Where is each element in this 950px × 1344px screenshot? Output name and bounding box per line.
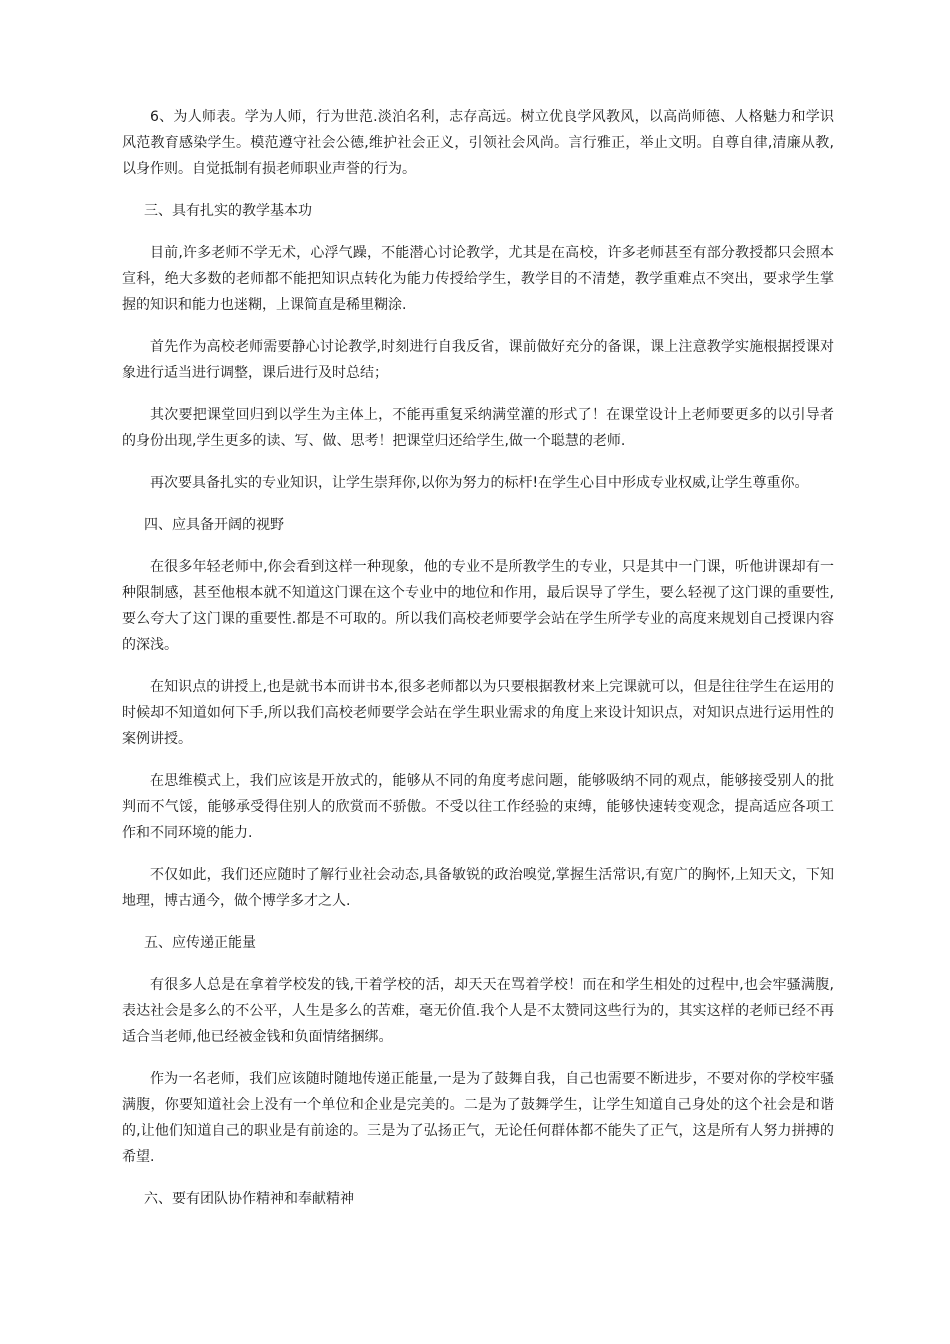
section-heading-3: 三、具有扎实的教学基本功: [144, 203, 312, 219]
paragraph-third: 再次要具备扎实的专业知识，让学生崇拜你,以你为努力的标杆!在学生心目中形成专业权威,让学生尊重你。: [150, 475, 809, 491]
paragraph-current-problems: 目前,许多老师不学无术，心浮气躁，不能潜心讨论教学，尤其是在高校，许多老师甚至有部分教授都只会照本宣科，绝大多数的老师都不能把知识点转化为能力传授给学生，教学目的不清楚，教学重难点不突出，要求学生掌握的知识和能力也迷糊，上课简直是稀里糊涂.: [122, 245, 834, 313]
paragraph-6-teacher-model: 6、为人师表。学为人师，行为世范.淡泊名利，志存高远。树立优良学风教风，以高尚师德、人格魅力和学识风范教育感染学生。模范遵守社会公德,维护社会正义，引领社会风尚。言行雅正，举止文明。自尊自律,清廉从教,以身作则。自觉抵制有损老师职业声誉的行为。: [122, 109, 834, 177]
paragraph-second: 其次要把课堂回归到以学生为主体上，不能再重复采纳满堂灌的形式了！在课堂设计上老师要更多的以引导者的身份出现,学生更多的读、写、做、思考！把课堂归还给学生,做一个聪慧的老师.: [122, 407, 834, 449]
paragraph-positive-energy: 作为一名老师，我们应该随时随地传递正能量,一是为了鼓舞自我，自己也需要不断进步，不要对你的学校牢骚满腹，你要知道社会上没有一个单位和企业是完美的。二是为了鼓舞学生，让学生知道自己身处的这个社会是和谐的,让他们知道自己的职业是有前途的。三是为了弘扬正气，无论任何群体都不能失了正气，这是所有人努力拼搏的希望.: [122, 1071, 834, 1165]
paragraph-knowledge-points: 在知识点的讲授上,也是就书本而讲书本,很多老师都以为只要根据教材来上完课就可以，但是往往学生在运用的时候却不知道如何下手,所以我们高校老师要学会站在学生职业需求的角度上来设计知识点，对知识点进行运用性的案例讲授。: [122, 679, 834, 747]
section-heading-4: 四、应具备开阔的视野: [144, 517, 284, 533]
document-page: [122, 104, 834, 1212]
paragraph-first: 首先作为高校老师需要静心讨论教学,时刻进行自我反省，课前做好充分的备课，课上注意教学实施根据授课对象进行适当进行调整，课后进行及时总结；: [122, 339, 834, 381]
section-heading-5: 五、应传递正能量: [144, 935, 256, 951]
paragraph-complaints: 有很多人总是在拿着学校发的钱,干着学校的活，却天天在骂着学校！而在和学生相处的过程中,也会牢骚满腹,表达社会是多么的不公平，人生是多么的苦难，毫无价值.我个人是不太赞同这些行为的，其实这样的老师已经不再适合当老师,他已经被金钱和负面情绪捆绑。: [122, 977, 834, 1045]
paragraph-not-only: 不仅如此，我们还应随时了解行业社会动态,具备敏锐的政治嗅觉,掌握生活常识,有宽广的胸怀,上知天文，下知地理，博古通今，做个博学多才之人.: [122, 867, 834, 909]
paragraph-thinking-mode: 在思维模式上，我们应该是开放式的，能够从不同的角度考虑问题，能够吸纳不同的观点，能够接受别人的批判而不气馁，能够承受得住别人的欣赏而不骄傲。不受以往工作经验的束缚，能够快速转变观念，提高适应各项工作和不同环境的能力.: [122, 773, 834, 841]
section-heading-6: 六、要有团队协作精神和奉献精神: [144, 1191, 354, 1207]
paragraph-young-teachers: 在很多年轻老师中,你会看到这样一种现象，他的专业不是所教学生的专业，只是其中一门课，听他讲课却有一种限制感，甚至他根本就不知道这门课在这个专业中的地位和作用，最后误导了学生，要么轻视了这门课的重要性,要么夸大了这门课的重要性.都是不可取的。所以我们高校老师要学会站在学生所学专业的高度来规划自己授课内容的深浅。: [122, 559, 834, 653]
